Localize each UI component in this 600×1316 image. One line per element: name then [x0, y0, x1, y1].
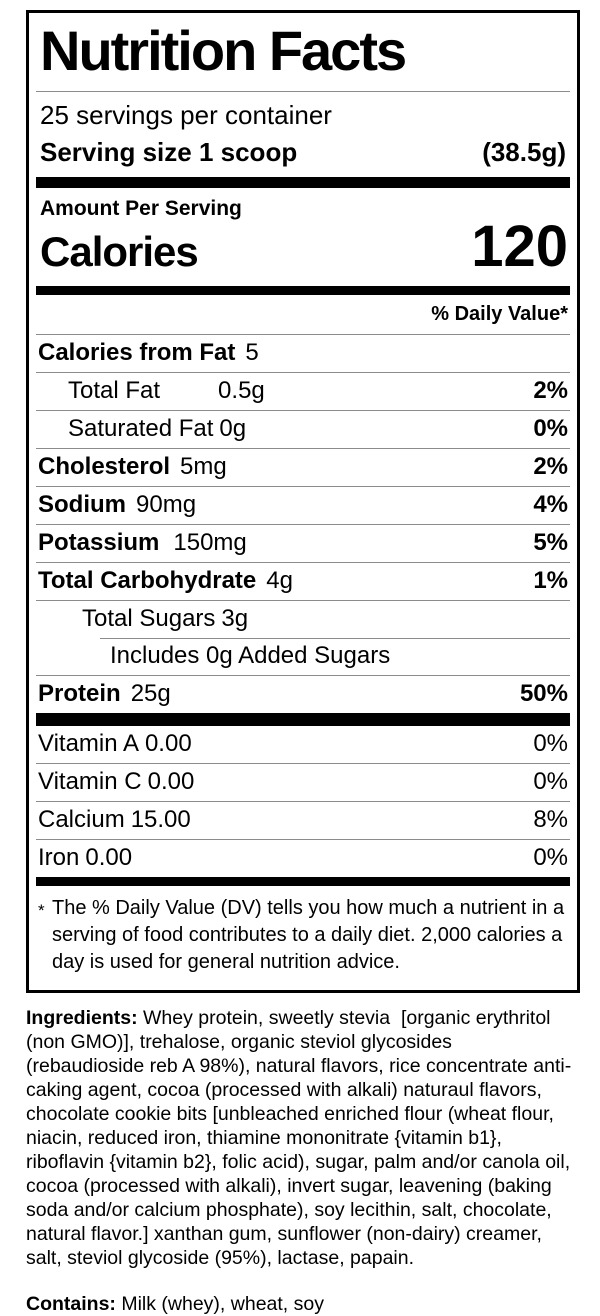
daily-value-header: % Daily Value*: [431, 303, 568, 325]
nutrient-name: Potassium: [38, 529, 160, 556]
serving-size-row: [36, 133, 570, 177]
row-cholesterol: [36, 448, 570, 486]
nutrient-name: Total Sugars: [82, 605, 216, 632]
nutrient-amount: 0g: [219, 415, 247, 442]
contains-label: Contains:: [26, 1293, 116, 1315]
row-vitamin-a: [36, 726, 570, 763]
nutrient-dv: 50%: [519, 680, 568, 707]
nutrient-amount: 3g: [221, 605, 249, 632]
nutrient-dv: 8%: [533, 806, 568, 833]
nutrient-amount: 0.00: [144, 730, 192, 757]
row-total-fat: [36, 372, 570, 410]
servings-per-container: 25 servings per container: [40, 100, 332, 130]
footnote-asterisk: *: [38, 901, 45, 920]
contains-section: [26, 1292, 578, 1316]
nutrient-dv: 2%: [533, 377, 568, 404]
nutrient-name: Vitamin A: [38, 730, 139, 757]
footnote-text: The % Daily Value (DV) tells you how much a nutrient in a serving of food contributes to a daily diet. 2,000 calories a day is used for general nutrition advice.: [52, 897, 565, 973]
row-saturated-fat: [36, 410, 570, 448]
serving-size-weight: (38.5g): [482, 137, 566, 167]
nutrition-facts-panel: [26, 10, 580, 993]
nutrient-name: Calcium: [38, 806, 125, 833]
nutrient-name: Vitamin C: [38, 768, 142, 795]
nutrient-name: Protein: [38, 680, 121, 707]
nutrient-dv: 0%: [533, 768, 568, 795]
contains-text: Milk (whey), wheat, soy: [115, 1293, 324, 1315]
nutrient-name: Saturated Fat: [68, 415, 214, 442]
row-calories-from-fat: [36, 334, 570, 372]
nutrient-amount: 150mg: [173, 529, 247, 556]
row-added-sugars: [36, 638, 570, 675]
nutrient-amount: 0.00: [85, 844, 133, 871]
nutrient-amount: 0.00: [147, 768, 195, 795]
nutrient-dv: 5%: [533, 529, 568, 556]
amount-per-serving-label: Amount Per Serving: [40, 197, 242, 220]
calories-row: [36, 214, 570, 286]
nutrient-dv: 1%: [533, 567, 568, 594]
daily-value-footnote: [36, 886, 570, 990]
thick-divider: [36, 286, 570, 295]
nutrient-name: Sodium: [38, 491, 126, 518]
nutrient-dv: 2%: [533, 453, 568, 480]
nutrient-amount: 5mg: [180, 453, 227, 480]
row-total-sugars: [36, 600, 570, 638]
nutrient-amount: 25g: [130, 680, 171, 707]
panel-title: Nutrition Facts: [40, 19, 406, 82]
nutrient-name: Calories from Fat: [38, 339, 236, 366]
nutrient-name: Total Carbohydrate: [38, 567, 257, 594]
nutrient-name: Iron: [38, 844, 80, 871]
nutrient-amount: 5: [245, 339, 259, 366]
row-protein: [36, 675, 570, 713]
row-iron: [36, 839, 570, 877]
nutrient-dv: 0%: [533, 844, 568, 871]
row-total-carbohydrate: [36, 562, 570, 600]
thick-divider: [36, 713, 570, 726]
row-calcium: [36, 801, 570, 839]
ingredients-section: [26, 1006, 578, 1270]
nutrient-name: Cholesterol: [38, 453, 171, 480]
thick-divider: [36, 877, 570, 886]
thick-divider: [36, 177, 570, 188]
nutrient-dv: 0%: [533, 415, 568, 442]
calories-value: 120: [471, 214, 568, 279]
nutrient-amount: 0.5g: [218, 377, 265, 404]
row-vitamin-c: [36, 763, 570, 801]
ingredients-text: Whey protein, sweetly stevia [organic erythritol (non GMO)], trehalose, organic steviol glycosides (rebaudioside reb A 98%), natural flavors, rice concentrate anti-caking agent, cocoa (processed with alkali) naturaul flavors, chocolate cookie bits [unbleached enriched flour (wheat flour, niacin, reduced iron, thiamine mononitrate {vitamin b1}, riboflavin {vitamin b2}, folic acid), sugar, palm and/or canola oil, cocoa (processed with alkali), invert sugar, leavening (baking soda and/or calcium phosphate), soy lecithin, salt, chocolate, natural flavor.] xanthan gum, sunflower (non-dairy) creamer, salt, steviol glycoside (95%), lactase, papain.: [26, 1007, 576, 1269]
nutrient-name: Total Fat: [68, 377, 161, 404]
nutrient-amount: 90mg: [136, 491, 197, 518]
calories-label: Calories: [40, 228, 198, 275]
nutrient-amount: 4g: [266, 567, 293, 594]
ingredients-label: Ingredients:: [26, 1007, 138, 1029]
nutrient-name: Includes 0g Added Sugars: [110, 642, 391, 669]
row-potassium: [36, 524, 570, 562]
serving-size-label: Serving size 1 scoop: [40, 137, 298, 167]
nutrient-amount: 15.00: [130, 806, 191, 833]
row-sodium: [36, 486, 570, 524]
nutrient-dv: 0%: [533, 730, 568, 757]
nutrient-dv: 4%: [533, 491, 568, 518]
